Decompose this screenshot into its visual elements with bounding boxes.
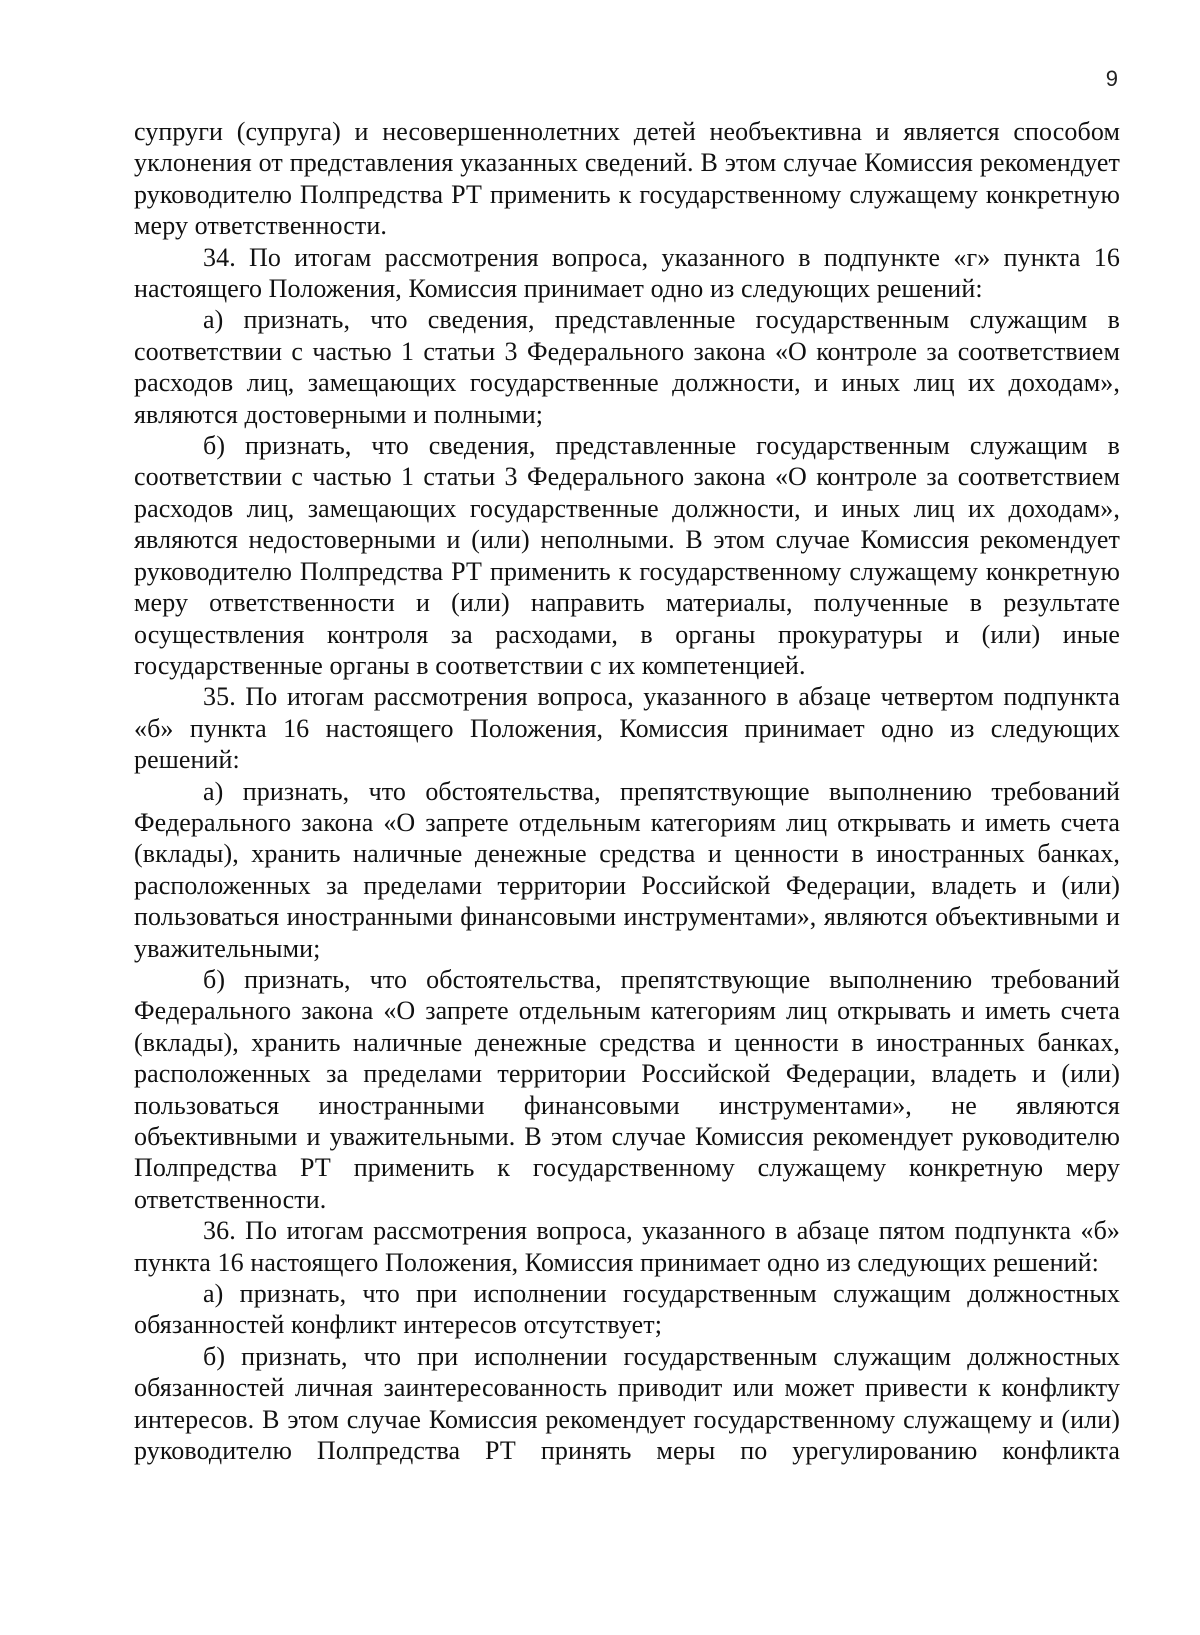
page-number: 9 bbox=[1105, 66, 1118, 91]
paragraph-item-35-a: а) признать, что обстоятельства, препятствующие выполнению требований Федерального закона «О запрете отдельным категориям лиц открывать и иметь счета (вклады), хранить наличные денежные средства и ценности в иностранных банках, расположенных за пределами территории Российской Федерации, владеть и (или) пользоваться иностранными финансовыми инструментами», являются объективными и уважительными; bbox=[134, 776, 1120, 963]
document-body bbox=[134, 116, 1120, 1466]
paragraph-item-34: 34. По итогам рассмотрения вопроса, указанного в подпункте «г» пункта 16 настоящего Положения, Комиссия принимает одно из следующих решений: bbox=[134, 242, 1120, 304]
paragraph-item-35-b: б) признать, что обстоятельства, препятствующие выполнению требований Федерального закона «О запрете отдельным категориям лиц открывать и иметь счета (вклады), хранить наличные денежные средства и ценности в иностранных банках, расположенных за пределами территории Российской Федерации, владеть и (или) пользоваться иностранными финансовыми инструментами», не являются объективными и уважительными. В этом случае Комиссия рекомендует руководителю Полпредства РТ применить к государственному служащему конкретную меру ответственности. bbox=[134, 964, 1120, 1214]
paragraph-continuation: супруги (супруга) и несовершеннолетних детей необъективна и является способом уклонения от представления указанных сведений. В этом случае Комиссия рекомендует руководителю Полпредства РТ применить к государственному служащему конкретную меру ответственности. bbox=[134, 117, 1120, 241]
paragraph-item-36-b: б) признать, что при исполнении государственным служащим должностных обязанностей личная заинтересованность приводит или может привести к конфликту интересов. В этом случае Комиссия рекомендует государственному служащему и (или) руководителю Полпредства РТ принять меры по урегулированию конфликта bbox=[134, 1341, 1120, 1466]
paragraph-item-35: 35. По итогам рассмотрения вопроса, указанного в абзаце четвертом подпункта «б» пункта 16 настоящего Положения, Комиссия принимает одно из следующих решений: bbox=[134, 682, 1120, 775]
paragraph-item-34-b: б) признать, что сведения, представленные государственным служащим в соответствии с частью 1 статьи 3 Федерального закона «О контроле за соответствием расходов лиц, замещающих государственные должности, и иных лиц их доходам», являются недостоверными и (или) неполными. В этом случае Комиссия рекомендует руководителю Полпредства РТ применить к государственному служащему конкретную меру ответственности и (или) направить материалы, полученные в результате осуществления контроля за расходами, в органы прокуратуры и (или) иные государственные органы в соответствии с их компетенцией. bbox=[134, 431, 1120, 680]
paragraph-item-36-a: а) признать, что при исполнении государственным служащим должностных обязанностей конфликт интересов отсутствует; bbox=[134, 1279, 1120, 1340]
paragraph-item-34-a: а) признать, что сведения, представленные государственным служащим в соответствии с частью 1 статьи 3 Федерального закона «О контроле за соответствием расходов лиц, замещающих государственные должности, и иных лиц их доходам», являются достоверными и полными; bbox=[134, 305, 1120, 429]
paragraph-item-36: 36. По итогам рассмотрения вопроса, указанного в абзаце пятом подпункта «б» пункта 16 настоящего Положения, Комиссия принимает одно из следующих решений: bbox=[134, 1216, 1120, 1277]
